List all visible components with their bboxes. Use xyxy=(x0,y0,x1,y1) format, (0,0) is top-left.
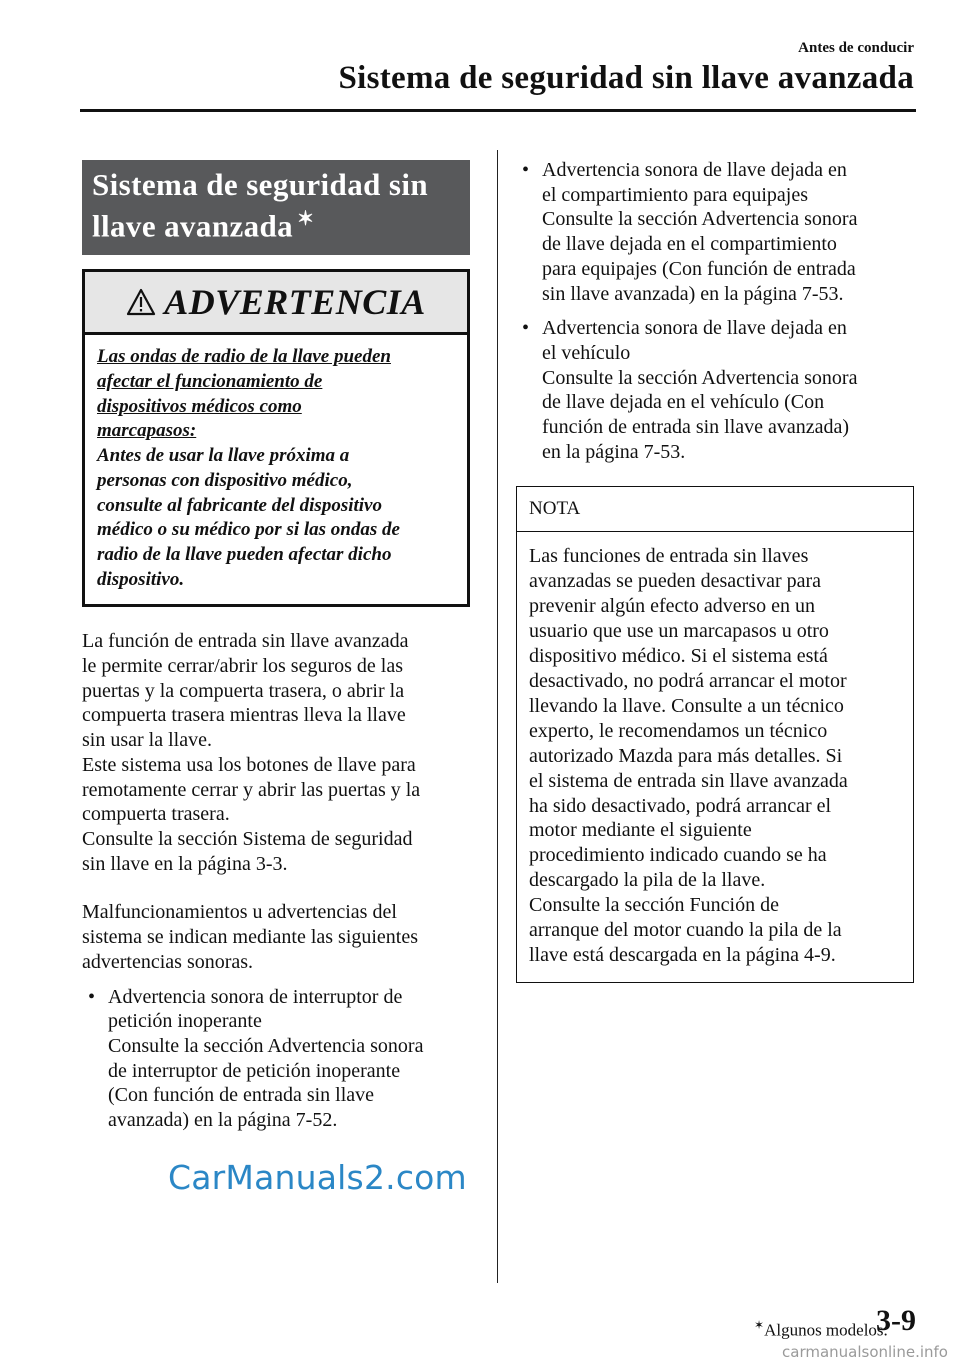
text-line: remotamente cerrar y abrir las puertas y la xyxy=(82,778,421,801)
text-line: el sistema de entrada sin llave avanzada xyxy=(529,769,848,792)
text-line: Consulte la sección Sistema de seguridad xyxy=(82,827,413,850)
intro-paragraph xyxy=(82,629,470,876)
text-line: experto, le recomendamos un técnico xyxy=(529,719,828,742)
running-header-section: Antes de conducir xyxy=(798,40,914,56)
warning-underlined-line: afectar el funcionamiento de xyxy=(97,371,323,393)
text-line: el vehículo xyxy=(542,341,631,364)
text-line: motor mediante el siguiente xyxy=(529,819,752,842)
watermark-link[interactable]: CarManuals2.com xyxy=(168,1158,467,1197)
note-label: NOTA xyxy=(517,487,913,532)
warning-line: médico o su médico por si las ondas de xyxy=(97,519,400,541)
text-line: para equipajes (Con función de entrada xyxy=(542,257,856,280)
asterisk-star-icon: ✶ xyxy=(754,1318,765,1332)
text-line: Consulte la sección Advertencia sonora xyxy=(542,208,858,231)
footer-note-text: Algunos modelos. xyxy=(764,1320,888,1340)
text-line: compuerta trasera. xyxy=(82,803,230,826)
warning-line: dispositivo. xyxy=(97,568,185,590)
bullet-dot: • xyxy=(522,159,530,181)
text-line: avanzadas se pueden desactivar para xyxy=(529,570,822,593)
warning-title: ADVERTENCIA xyxy=(164,282,426,323)
text-line: desactivado, no podrá arrancar el motor xyxy=(529,669,847,692)
text-line: avanzada) en la página 7-52. xyxy=(108,1109,338,1132)
text-line: Advertencia sonora de interruptor de xyxy=(108,985,403,1008)
text-line: sistema se indican mediante las siguientes xyxy=(82,926,419,949)
text-line: petición inoperante xyxy=(108,1010,262,1033)
bullet-dot: • xyxy=(88,985,96,1008)
asterisk-star-icon: ✶ xyxy=(297,208,315,230)
text-line: Consulte la sección Advertencia sonora xyxy=(542,366,858,389)
footer-note xyxy=(754,1318,888,1341)
text-line: ha sido desactivado, podrá arrancar el xyxy=(529,794,832,817)
text-line: usuario que use un marcapasos u otro xyxy=(529,620,829,643)
text-line: llevando la llave. Consulte a un técnico xyxy=(529,694,844,717)
text-line: de llave dejada en el compartimiento xyxy=(542,233,837,256)
warning-box xyxy=(82,269,470,607)
text-line: Malfuncionamientos u advertencias del xyxy=(82,901,397,924)
text-line: función de entrada sin llave avanzada) xyxy=(542,416,850,439)
bullet-list-left xyxy=(82,985,470,1133)
paragraph-gap xyxy=(82,876,470,900)
text-line: Consulte la sección Advertencia sonora xyxy=(108,1034,424,1057)
text-line: arranque del motor cuando la pila de la xyxy=(529,919,842,942)
text-line: Consulte la sección Función de xyxy=(529,894,779,917)
text-line: de interruptor de petición inoperante xyxy=(108,1059,401,1082)
text-line: sin llave avanzada) en la página 7-53. xyxy=(542,282,844,305)
warning-underlined-line: Las ondas de radio de la llave pueden xyxy=(97,346,391,368)
list-item xyxy=(516,316,914,464)
warning-line: consulte al fabricante del dispositivo xyxy=(97,494,382,516)
warning-underlined-line: marcapasos: xyxy=(97,420,197,442)
text-line: advertencias sonoras. xyxy=(82,950,254,973)
text-line: Las funciones de entrada sin llaves xyxy=(529,545,809,568)
note-box xyxy=(516,486,914,982)
warning-header xyxy=(85,272,467,335)
text-line: compuerta trasera mientras lleva la llave xyxy=(82,704,406,727)
section-title-banner xyxy=(82,160,470,255)
text-line: autorizado Mazda para más detalles. Si xyxy=(529,744,843,767)
warning-line: Antes de usar la llave próxima a xyxy=(97,445,350,467)
warning-triangle-icon xyxy=(126,288,156,316)
bullet-dot: • xyxy=(522,317,530,340)
right-column xyxy=(516,158,914,983)
note-body xyxy=(517,532,913,981)
site-footer-link[interactable]: carmanualsonline.info xyxy=(782,1343,948,1361)
bullet-list-right xyxy=(516,158,914,464)
column-divider xyxy=(497,150,498,1283)
list-item xyxy=(82,985,470,1133)
text-line: le permite cerrar/abrir los seguros de las xyxy=(82,655,403,678)
warning-line: personas con dispositivo médico, xyxy=(97,469,353,491)
left-column xyxy=(82,160,470,1143)
text-line: sin llave en la página 3-3. xyxy=(82,852,288,875)
header-rule xyxy=(80,109,916,112)
text-line: dispositivo médico. Si el sistema está xyxy=(529,645,828,668)
text-line: puertas y la compuerta trasera, o abrir la xyxy=(82,679,405,702)
page-number: 3-9 xyxy=(876,1304,916,1337)
text-line: en la página 7-53. xyxy=(542,440,686,463)
text-line: descargado la pila de la llave. xyxy=(529,869,766,892)
text-line: Advertencia sonora de llave dejada en xyxy=(542,159,847,181)
text-line: el compartimiento para equipajes xyxy=(542,183,809,206)
warning-underlined-line: dispositivos médicos como xyxy=(97,395,302,417)
running-header-title: Sistema de seguridad sin llave avanzada xyxy=(338,60,914,96)
section-title-line-1: Sistema de seguridad sin xyxy=(92,167,429,202)
text-line: prevenir algún efecto adverso en un xyxy=(529,595,815,618)
text-line: sin usar la llave. xyxy=(82,729,212,752)
warning-line: radio de la llave pueden afectar dicho xyxy=(97,543,392,565)
section-title-line-2: llave avanzada xyxy=(92,208,294,244)
text-line: llave está descargada en la página 4-9. xyxy=(529,943,836,966)
text-line: Advertencia sonora de llave dejada en xyxy=(542,317,847,340)
text-line: (Con función de entrada sin llave xyxy=(108,1084,375,1107)
text-line: La función de entrada sin llave avanzada xyxy=(82,630,409,653)
text-line: procedimiento indicado cuando se ha xyxy=(529,844,827,867)
text-line: de llave dejada en el vehículo (Con xyxy=(542,391,825,414)
list-item xyxy=(516,158,914,306)
malfunction-paragraph xyxy=(82,900,470,974)
text-line: Este sistema usa los botones de llave para xyxy=(82,753,416,776)
warning-body xyxy=(85,335,467,604)
